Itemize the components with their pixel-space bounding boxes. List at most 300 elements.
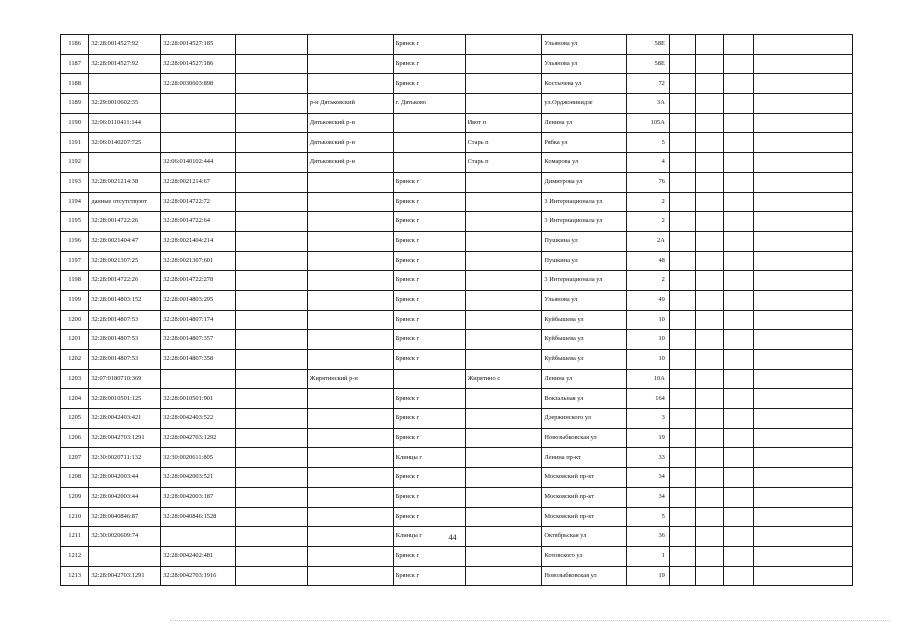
cadastral-number-cell: 32:28:0042703:1291: [89, 566, 161, 586]
table-row: [61, 507, 853, 527]
empty-cell: [669, 428, 695, 448]
empty-cell: [235, 448, 307, 468]
empty-cell: [696, 113, 724, 133]
empty-cell: [235, 566, 307, 586]
house-number-cell: 10А: [627, 369, 669, 389]
scan-artifact-line: [170, 620, 890, 622]
city-cell: Брянск г: [393, 212, 465, 232]
district-cell: [307, 507, 393, 527]
cadastral-number-cell: 32:28:0014803:152: [89, 290, 161, 310]
house-number-cell: 48: [627, 251, 669, 271]
house-number-cell: 164: [627, 389, 669, 409]
empty-cell: [235, 172, 307, 192]
building-cadastral-cell: [161, 369, 236, 389]
table-row: [61, 468, 853, 488]
city-cell: Брянск г: [393, 74, 465, 94]
row-number-cell: 1204: [61, 389, 89, 409]
table-row: [61, 231, 853, 251]
row-number-cell: 1213: [61, 566, 89, 586]
city-cell: Клинцы г: [393, 527, 465, 547]
row-number-cell: 1205: [61, 409, 89, 429]
empty-cell: [235, 487, 307, 507]
house-number-cell: 34: [627, 468, 669, 488]
settlement-cell: Ивот п: [465, 113, 542, 133]
empty-cell: [669, 113, 695, 133]
empty-cell: [696, 251, 724, 271]
empty-cell: [724, 212, 753, 232]
house-number-cell: 10: [627, 350, 669, 370]
house-number-cell: 10: [627, 310, 669, 330]
empty-cell: [235, 212, 307, 232]
row-number-cell: 1194: [61, 192, 89, 212]
empty-cell: [724, 133, 753, 153]
table-row: [61, 448, 853, 468]
street-cell: Ульянова ул: [542, 35, 627, 55]
city-cell: [393, 369, 465, 389]
city-cell: Брянск г: [393, 428, 465, 448]
row-number-cell: 1190: [61, 113, 89, 133]
cadastral-number-cell: [89, 74, 161, 94]
empty-cell: [753, 212, 852, 232]
building-cadastral-cell: 32:28:0014722:64: [161, 212, 236, 232]
empty-cell: [235, 54, 307, 74]
settlement-cell: [465, 448, 542, 468]
table-row: [61, 74, 853, 94]
street-cell: Димитрова ул: [542, 172, 627, 192]
settlement-cell: [465, 546, 542, 566]
table-row: [61, 172, 853, 192]
table-row: [61, 271, 853, 291]
empty-cell: [724, 172, 753, 192]
empty-cell: [696, 133, 724, 153]
empty-cell: [724, 54, 753, 74]
empty-cell: [696, 271, 724, 291]
district-cell: [307, 468, 393, 488]
house-number-cell: 72: [627, 74, 669, 94]
cadastral-number-cell: [89, 153, 161, 173]
cadastral-number-cell: 32:06:0140207:725: [89, 133, 161, 153]
empty-cell: [696, 507, 724, 527]
building-cadastral-cell: 32:28:0030603:898: [161, 74, 236, 94]
cadastral-number-cell: 32:28:0042703:1291: [89, 428, 161, 448]
house-number-cell: 5: [627, 133, 669, 153]
empty-cell: [753, 231, 852, 251]
settlement-cell: [465, 566, 542, 586]
empty-cell: [669, 409, 695, 429]
empty-cell: [235, 192, 307, 212]
city-cell: Брянск г: [393, 330, 465, 350]
empty-cell: [669, 212, 695, 232]
city-cell: Брянск г: [393, 487, 465, 507]
empty-cell: [753, 330, 852, 350]
empty-cell: [753, 507, 852, 527]
city-cell: Брянск г: [393, 192, 465, 212]
cadastral-number-cell: 32:28:0014807:53: [89, 350, 161, 370]
building-cadastral-cell: 32:28:0042403:522: [161, 409, 236, 429]
table-row: [61, 566, 853, 586]
empty-cell: [753, 389, 852, 409]
settlement-cell: [465, 290, 542, 310]
row-number-cell: 1206: [61, 428, 89, 448]
empty-cell: [235, 113, 307, 133]
city-cell: Брянск г: [393, 290, 465, 310]
document-sheet: [60, 34, 853, 586]
empty-cell: [724, 74, 753, 94]
building-cadastral-cell: 32:28:0042402:481: [161, 546, 236, 566]
street-cell: Ленина ул: [542, 369, 627, 389]
empty-cell: [753, 172, 852, 192]
city-cell: Клинцы г: [393, 448, 465, 468]
district-cell: [307, 487, 393, 507]
building-cadastral-cell: 32:28:0042003:187: [161, 487, 236, 507]
empty-cell: [696, 172, 724, 192]
row-number-cell: 1199: [61, 290, 89, 310]
settlement-cell: Старь п: [465, 153, 542, 173]
street-cell: Ленина ул: [542, 113, 627, 133]
cadastral-number-cell: 32:28:0014722:26: [89, 212, 161, 232]
empty-cell: [753, 566, 852, 586]
district-cell: [307, 310, 393, 330]
empty-cell: [753, 74, 852, 94]
city-cell: Брянск г: [393, 507, 465, 527]
empty-cell: [753, 546, 852, 566]
city-cell: Брянск г: [393, 546, 465, 566]
row-number-cell: 1200: [61, 310, 89, 330]
cadastral-number-cell: 32:28:0014807:53: [89, 310, 161, 330]
street-cell: Пушкина ул: [542, 231, 627, 251]
district-cell: [307, 35, 393, 55]
table-row: [61, 409, 853, 429]
empty-cell: [753, 310, 852, 330]
empty-cell: [235, 290, 307, 310]
row-number-cell: 1187: [61, 54, 89, 74]
empty-cell: [724, 310, 753, 330]
building-cadastral-cell: [161, 133, 236, 153]
building-cadastral-cell: 32:06:0140102:444: [161, 153, 236, 173]
building-cadastral-cell: 32:28:0014722:278: [161, 271, 236, 291]
house-number-cell: 76: [627, 172, 669, 192]
street-cell: Котовского ул: [542, 546, 627, 566]
empty-cell: [235, 468, 307, 488]
building-cadastral-cell: 32:28:0014527:185: [161, 35, 236, 55]
row-number-cell: 1196: [61, 231, 89, 251]
district-cell: [307, 330, 393, 350]
empty-cell: [724, 507, 753, 527]
cadastral-number-cell: 32:28:0021307:25: [89, 251, 161, 271]
house-number-cell: 2: [627, 192, 669, 212]
empty-cell: [753, 113, 852, 133]
empty-cell: [724, 487, 753, 507]
empty-cell: [669, 231, 695, 251]
empty-cell: [696, 54, 724, 74]
row-number-cell: 1211: [61, 527, 89, 547]
building-cadastral-cell: [161, 113, 236, 133]
page-number: 44: [448, 533, 457, 542]
empty-cell: [696, 94, 724, 114]
empty-cell: [235, 153, 307, 173]
settlement-cell: [465, 350, 542, 370]
empty-cell: [696, 468, 724, 488]
house-number-cell: 5: [627, 507, 669, 527]
cadastral-number-cell: 32:28:0021404:47: [89, 231, 161, 251]
street-cell: Новозыбковская ул: [542, 428, 627, 448]
empty-cell: [669, 546, 695, 566]
building-cadastral-cell: 32:28:0014722:72: [161, 192, 236, 212]
table-row: [61, 251, 853, 271]
empty-cell: [696, 566, 724, 586]
settlement-cell: [465, 389, 542, 409]
empty-cell: [753, 94, 852, 114]
empty-cell: [235, 251, 307, 271]
street-cell: Комарова ул: [542, 153, 627, 173]
street-cell: Московский пр-кт: [542, 468, 627, 488]
empty-cell: [724, 448, 753, 468]
empty-cell: [696, 330, 724, 350]
cadastral-number-cell: 32:07:0180710:369: [89, 369, 161, 389]
cadastral-number-cell: 32:28:0040846:87: [89, 507, 161, 527]
settlement-cell: [465, 507, 542, 527]
table-row: [61, 35, 853, 55]
settlement-cell: [465, 271, 542, 291]
city-cell: Брянск г: [393, 271, 465, 291]
table-row: [61, 54, 853, 74]
building-cadastral-cell: 32:28:0014807:357: [161, 330, 236, 350]
empty-cell: [724, 350, 753, 370]
building-cadastral-cell: 32:30:0020611:805: [161, 448, 236, 468]
table-row: [61, 369, 853, 389]
house-number-cell: 4: [627, 153, 669, 173]
settlement-cell: [465, 310, 542, 330]
city-cell: Брянск г: [393, 389, 465, 409]
row-number-cell: 1207: [61, 448, 89, 468]
row-number-cell: 1191: [61, 133, 89, 153]
empty-cell: [696, 350, 724, 370]
city-cell: Брянск г: [393, 468, 465, 488]
empty-cell: [753, 251, 852, 271]
empty-cell: [724, 546, 753, 566]
house-number-cell: 49: [627, 290, 669, 310]
empty-cell: [753, 448, 852, 468]
house-number-cell: 2: [627, 212, 669, 232]
settlement-cell: Жирятино с: [465, 369, 542, 389]
row-number-cell: 1188: [61, 74, 89, 94]
street-cell: Ленина пр-кт: [542, 448, 627, 468]
house-number-cell: 105А: [627, 113, 669, 133]
district-cell: [307, 271, 393, 291]
district-cell: р-н Дятьковский: [307, 94, 393, 114]
row-number-cell: 1201: [61, 330, 89, 350]
empty-cell: [724, 94, 753, 114]
empty-cell: [696, 192, 724, 212]
empty-cell: [669, 448, 695, 468]
city-cell: г. Дятьково: [393, 94, 465, 114]
empty-cell: [753, 35, 852, 55]
empty-cell: [669, 290, 695, 310]
street-cell: Ульянова ул: [542, 54, 627, 74]
empty-cell: [669, 330, 695, 350]
settlement-cell: [465, 94, 542, 114]
cadastral-number-cell: [89, 546, 161, 566]
cadastral-number-cell: 32:28:0014527:92: [89, 54, 161, 74]
street-cell: Вокзальная ул: [542, 389, 627, 409]
cadastral-number-cell: 32:28:0042003:44: [89, 487, 161, 507]
empty-cell: [724, 409, 753, 429]
empty-cell: [669, 487, 695, 507]
district-cell: [307, 389, 393, 409]
row-number-cell: 1193: [61, 172, 89, 192]
table-row: [61, 290, 853, 310]
city-cell: [393, 153, 465, 173]
district-cell: [307, 409, 393, 429]
cadastral-number-cell: 32:06:0110411:144: [89, 113, 161, 133]
city-cell: Брянск г: [393, 350, 465, 370]
house-number-cell: 3А: [627, 94, 669, 114]
table-row: [61, 546, 853, 566]
district-cell: [307, 546, 393, 566]
empty-cell: [753, 369, 852, 389]
empty-cell: [724, 369, 753, 389]
table-row: [61, 113, 853, 133]
building-cadastral-cell: 32:28:0040846:1528: [161, 507, 236, 527]
house-number-cell: 33: [627, 448, 669, 468]
table-row: [61, 94, 853, 114]
table-row: [61, 192, 853, 212]
empty-cell: [724, 251, 753, 271]
empty-cell: [724, 271, 753, 291]
cadastral-number-cell: 32:28:0010501:125: [89, 389, 161, 409]
row-number-cell: 1189: [61, 94, 89, 114]
cadastral-number-cell: 32:28:0014807:53: [89, 330, 161, 350]
district-cell: Жирятинский р-н: [307, 369, 393, 389]
empty-cell: [669, 310, 695, 330]
empty-cell: [753, 428, 852, 448]
cadastral-number-cell: 32:28:0014722:26: [89, 271, 161, 291]
house-number-cell: 3: [627, 409, 669, 429]
empty-cell: [724, 389, 753, 409]
empty-cell: [696, 35, 724, 55]
empty-cell: [235, 231, 307, 251]
street-cell: Куйбышева ул: [542, 350, 627, 370]
city-cell: Брянск г: [393, 310, 465, 330]
district-cell: [307, 74, 393, 94]
table-row: [61, 389, 853, 409]
empty-cell: [669, 133, 695, 153]
empty-cell: [235, 507, 307, 527]
empty-cell: [696, 153, 724, 173]
empty-cell: [696, 212, 724, 232]
row-number-cell: 1195: [61, 212, 89, 232]
empty-cell: [753, 153, 852, 173]
city-cell: Брянск г: [393, 251, 465, 271]
empty-cell: [724, 566, 753, 586]
building-cadastral-cell: 32:28:0014527:186: [161, 54, 236, 74]
house-number-cell: 1: [627, 546, 669, 566]
building-cadastral-cell: 32:28:0042703:1292: [161, 428, 236, 448]
empty-cell: [235, 133, 307, 153]
house-number-cell: 2А: [627, 231, 669, 251]
empty-cell: [235, 389, 307, 409]
settlement-cell: [465, 409, 542, 429]
cadastral-number-cell: 32:29:0010602:35: [89, 94, 161, 114]
settlement-cell: [465, 231, 542, 251]
settlement-cell: [465, 212, 542, 232]
street-cell: Пушкина ул: [542, 251, 627, 271]
empty-cell: [669, 172, 695, 192]
row-number-cell: 1192: [61, 153, 89, 173]
settlement-cell: [465, 468, 542, 488]
table-row: [61, 350, 853, 370]
settlement-cell: [465, 251, 542, 271]
empty-cell: [753, 468, 852, 488]
empty-cell: [696, 369, 724, 389]
empty-cell: [235, 94, 307, 114]
cadastral-number-cell: 32:28:0014527:92: [89, 35, 161, 55]
district-cell: [307, 172, 393, 192]
empty-cell: [235, 74, 307, 94]
district-cell: [307, 192, 393, 212]
city-cell: Брянск г: [393, 54, 465, 74]
settlement-cell: [465, 74, 542, 94]
empty-cell: [669, 153, 695, 173]
table-row: [61, 153, 853, 173]
empty-cell: [724, 153, 753, 173]
table-row: [61, 330, 853, 350]
empty-cell: [235, 271, 307, 291]
settlement-cell: [465, 428, 542, 448]
row-number-cell: 1209: [61, 487, 89, 507]
empty-cell: [724, 113, 753, 133]
street-cell: Московский пр-кт: [542, 487, 627, 507]
table-row: [61, 428, 853, 448]
building-cadastral-cell: 32:28:0014807:358: [161, 350, 236, 370]
empty-cell: [669, 251, 695, 271]
empty-cell: [753, 350, 852, 370]
building-cadastral-cell: 32:28:0014803:295: [161, 290, 236, 310]
empty-cell: [669, 350, 695, 370]
house-number-cell: 58Е: [627, 35, 669, 55]
district-cell: [307, 350, 393, 370]
empty-cell: [235, 546, 307, 566]
street-cell: Куйбышева ул: [542, 330, 627, 350]
table-row: [61, 310, 853, 330]
empty-cell: [696, 409, 724, 429]
table-row: [61, 133, 853, 153]
building-cadastral-cell: 32:28:0021307:601: [161, 251, 236, 271]
empty-cell: [235, 35, 307, 55]
settlement-cell: [465, 192, 542, 212]
empty-cell: [753, 192, 852, 212]
street-cell: ул.Орджоникидзе: [542, 94, 627, 114]
empty-cell: [696, 231, 724, 251]
settlement-cell: [465, 54, 542, 74]
empty-cell: [235, 330, 307, 350]
street-cell: Дзержинского ул: [542, 409, 627, 429]
house-number-cell: 19: [627, 566, 669, 586]
row-number-cell: 1198: [61, 271, 89, 291]
empty-cell: [724, 290, 753, 310]
cadastral-number-cell: 32:30:0020609:74: [89, 527, 161, 547]
building-cadastral-cell: 32:28:0021404:214: [161, 231, 236, 251]
cadastral-number-cell: 32:30:0020711:132: [89, 448, 161, 468]
row-number-cell: 1186: [61, 35, 89, 55]
empty-cell: [696, 389, 724, 409]
table-row: [61, 212, 853, 232]
empty-cell: [669, 94, 695, 114]
empty-cell: [696, 487, 724, 507]
street-cell: Московский пр-кт: [542, 507, 627, 527]
cadastral-number-cell: 32:28:0042003:44: [89, 468, 161, 488]
city-cell: Брянск г: [393, 172, 465, 192]
